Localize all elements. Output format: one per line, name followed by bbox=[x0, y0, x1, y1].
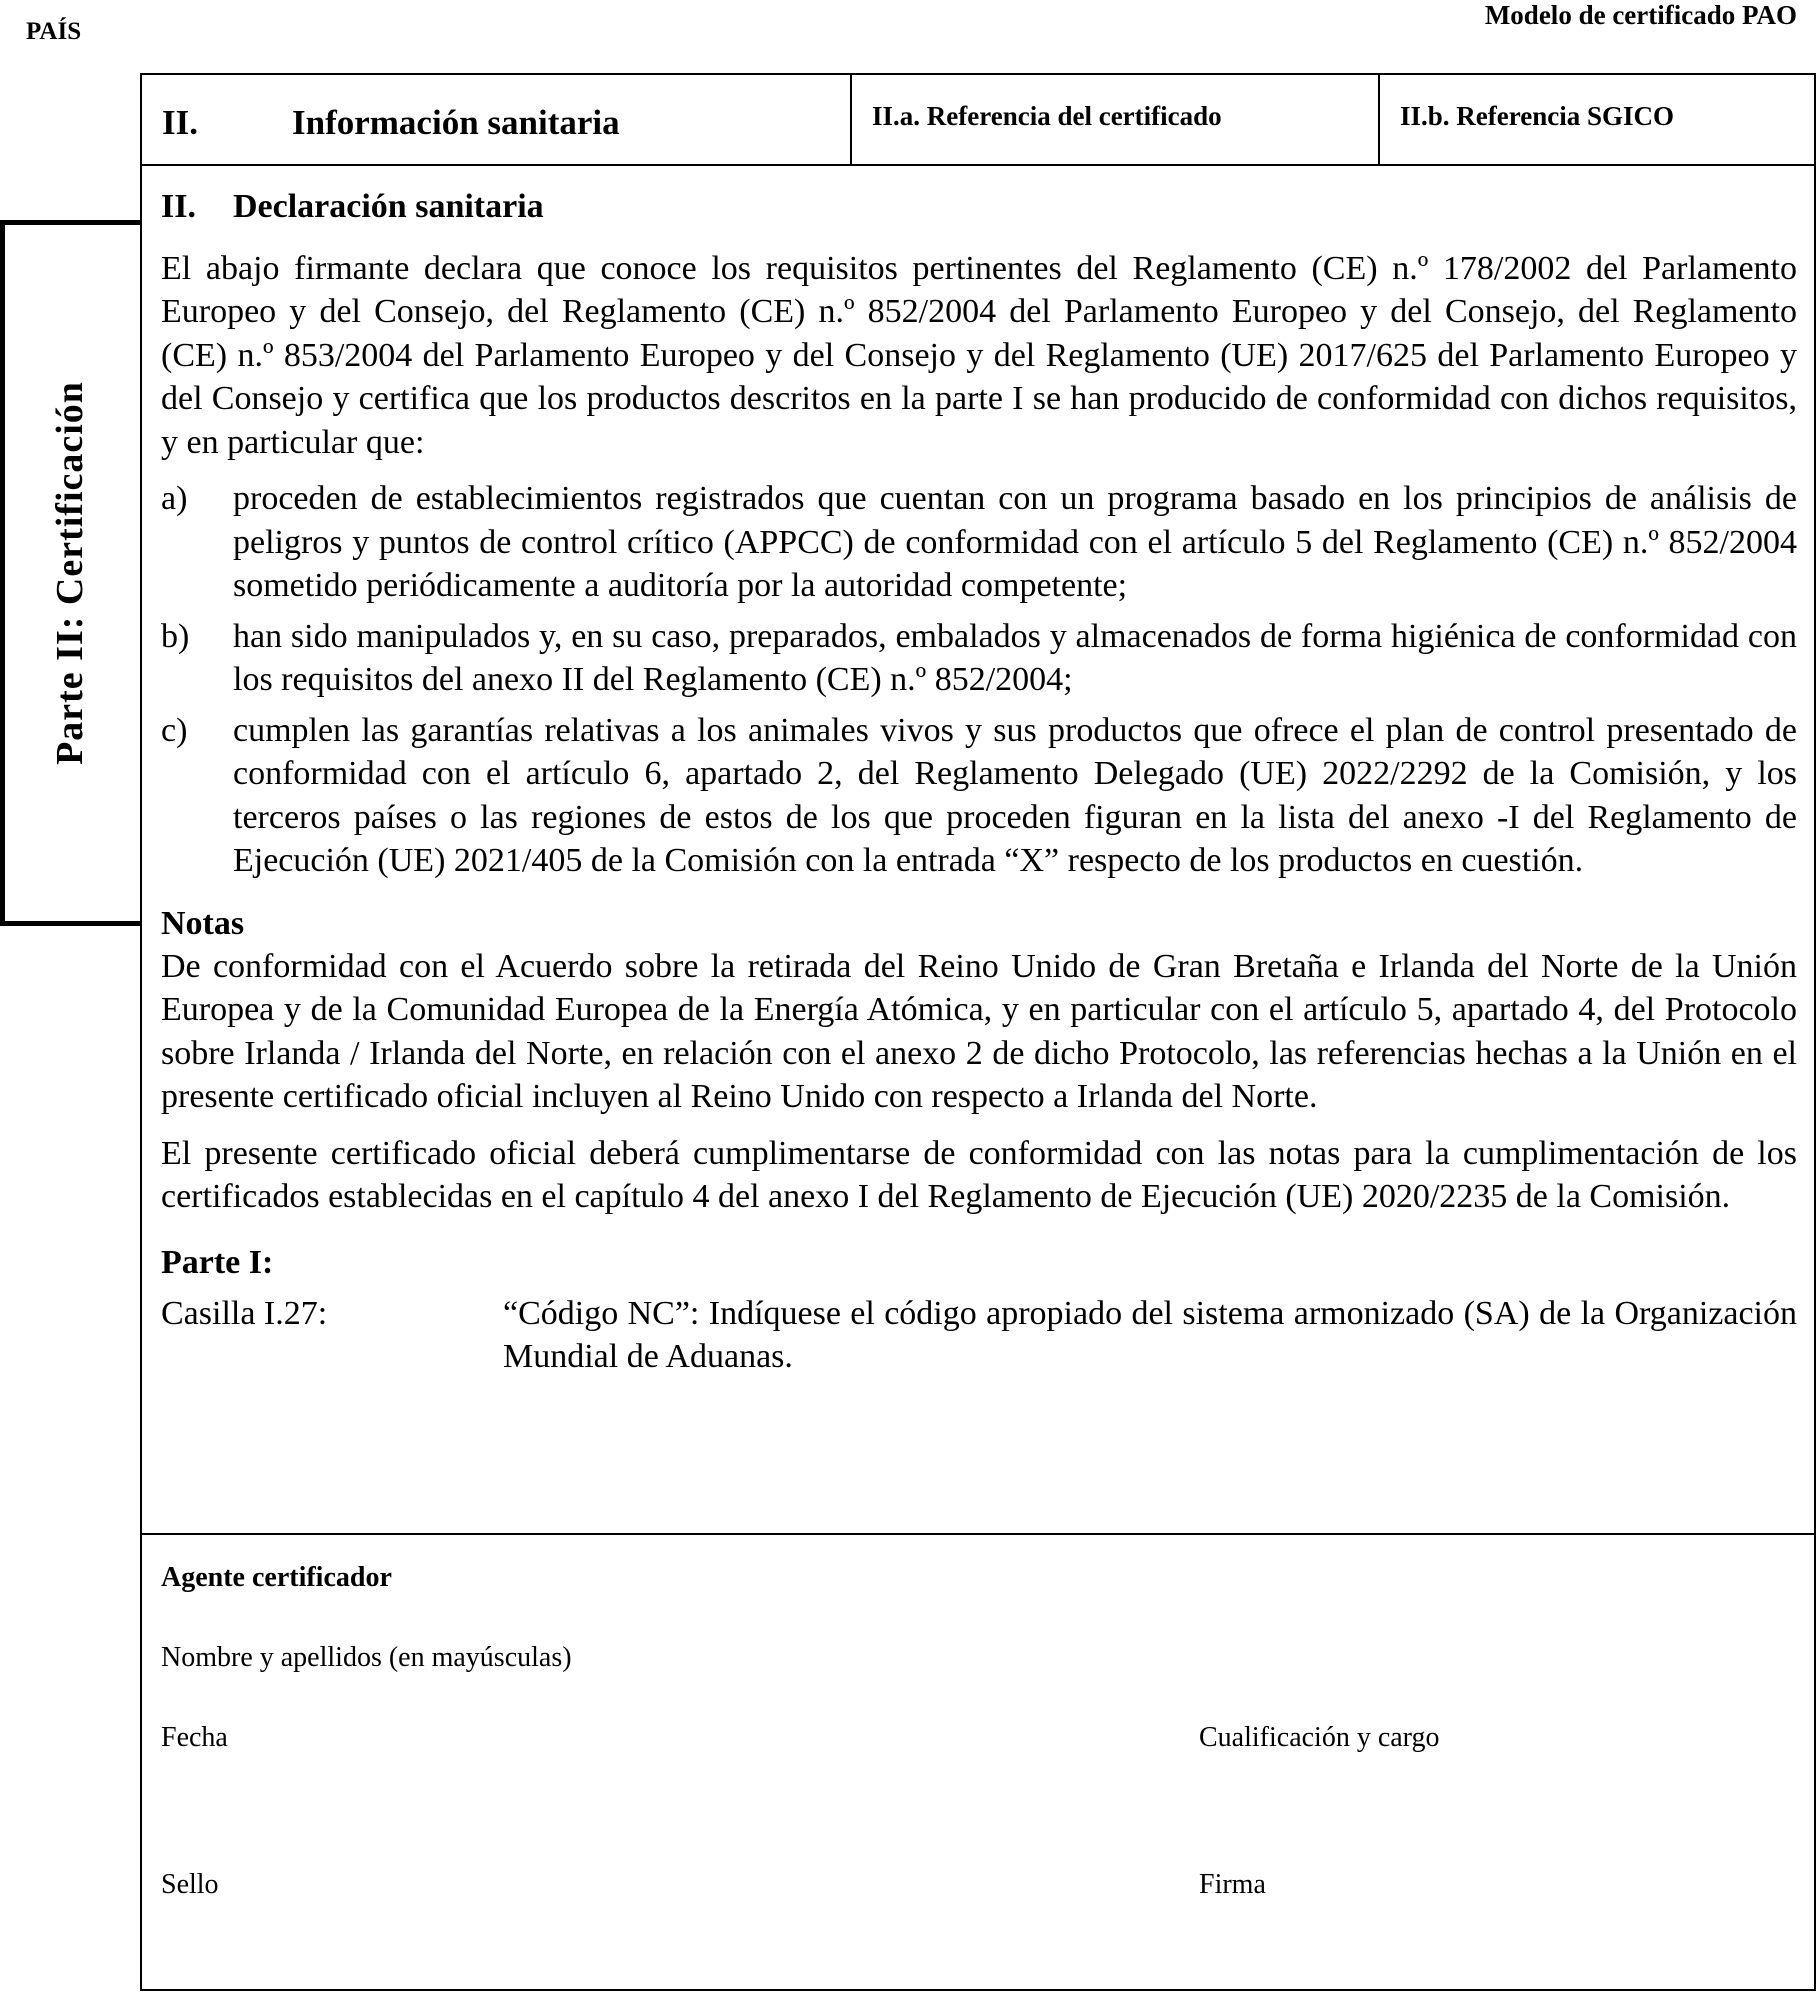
declaration-intro: El abajo firmante declara que conoce los requisitos pertinentes del Reglamento (CE) n.º 178/2002 del Parlamento Europeo y del Consejo, del Reglamento (CE) n.º 852/2004 del Parlamento Europeo y del Consejo, del Reglamento (CE) n.º 853/2004 del Parlamento Europeo y del Consejo y del Reglamento (UE) 2017/625 del Parlamento Europeo y del Consejo y certifica que los productos descritos en la parte I se han producido de conformidad con dichos requisitos, y en particular que: bbox=[161, 249, 1797, 461]
section-title: Información sanitaria bbox=[292, 103, 620, 142]
signature-divider bbox=[140, 1533, 1816, 1535]
header-row bbox=[142, 75, 1814, 166]
name-field-label[interactable]: Nombre y apellidos (en mayúsculas) bbox=[161, 1642, 572, 1673]
item-label: c) bbox=[161, 711, 188, 749]
box-label: Casilla I.27: bbox=[161, 1294, 328, 1332]
date-field-label[interactable]: Fecha bbox=[161, 1722, 228, 1753]
declaration-item-c bbox=[161, 709, 1797, 883]
sgico-reference-cell[interactable] bbox=[1380, 75, 1816, 164]
certificate-reference-cell[interactable] bbox=[852, 75, 1380, 164]
declaration-number: II. bbox=[161, 188, 196, 225]
qualification-field-label[interactable]: Cualificación y cargo bbox=[1199, 1722, 1440, 1753]
notes-title: Notas bbox=[161, 904, 245, 942]
certifying-agent-label: Agente certificador bbox=[161, 1562, 392, 1593]
declaration-title-text: Declaración sanitaria bbox=[233, 188, 544, 225]
side-part-label: Parte II: Certificación bbox=[49, 381, 91, 765]
certificate-model-label: Modelo de certificado PAO bbox=[1484, 0, 1797, 30]
item-text: han sido manipulados y, en su caso, preparados, embalados y almacenados de forma higiénica de conformidad con los requisitos del anexo II del Reglamento (CE) n.º 852/2004; bbox=[233, 617, 1797, 698]
item-label: b) bbox=[161, 617, 190, 655]
country-label: PAÍS bbox=[26, 18, 82, 45]
item-text: cumplen las garantías relativas a los animales vivos y sus productos que ofrece el plan de control presentado de conformidad con el artículo 6, apartado 2, del Reglamento Delegado (UE) 2022/2292 de la Comisión, y los terceros países o las regiones de estos de los que proceden figuran en la lista del anexo -I del Reglamento de Ejecución (UE) 2021/405 de la Comisión con la entrada “X” respecto de los productos en cuestión. bbox=[233, 711, 1797, 879]
notes-paragraph-1: De conformidad con el Acuerdo sobre la retirada del Reino Unido de Gran Bretaña e Irlanda del Norte de la Unión Europea y de la Comunidad Europea de la Energía Atómica, y en particular con el artículo 5, apartado 4, del Protocolo sobre Irlanda / Irlanda del Norte, en relación con el anexo 2 de dicho Protocolo, las referencias hechas a la Unión en el presente certificado oficial incluyen al Reino Unido con respecto a Irlanda del Norte. bbox=[161, 947, 1797, 1115]
item-text: proceden de establecimientos registrados que cuentan con un programa basado en los principios de análisis de peligros y puntos de control crítico (APPCC) de conformidad con el artículo 5 del Reglamento (CE) n.º 852/2004 sometido periódicamente a auditoría por la autoridad competente; bbox=[233, 480, 1797, 604]
declaration-body bbox=[161, 185, 1797, 1379]
section-number: II. bbox=[162, 103, 198, 142]
box-text: “Código NC”: Indíquese el código apropiado del sistema armonizado (SA) de la Organización Mundial de Aduanas. bbox=[503, 1294, 1797, 1375]
declaration-title bbox=[161, 185, 1797, 229]
sgico-reference-label: II.b. Referencia SGICO bbox=[1400, 101, 1674, 131]
declaration-item-a bbox=[161, 477, 1797, 608]
stamp-field-label[interactable]: Sello bbox=[161, 1869, 219, 1900]
signature-field-label[interactable]: Firma bbox=[1199, 1869, 1266, 1900]
part1-title: Parte I: bbox=[161, 1243, 274, 1281]
certificate-reference-label: II.a. Referencia del certificado bbox=[872, 101, 1222, 131]
declaration-item-b bbox=[161, 615, 1797, 702]
notes-paragraph-2: El presente certificado oficial deberá cumplimentarse de conformidad con las notas para la cumplimentación de los certificados establecidas en el capítulo 4 del anexo I del Reglamento de Ejecución (UE) 2020/2235 de la Comisión. bbox=[161, 1134, 1797, 1215]
section-header-cell bbox=[142, 75, 852, 164]
part1-box-entry bbox=[161, 1292, 1797, 1379]
item-label: a) bbox=[161, 480, 188, 517]
